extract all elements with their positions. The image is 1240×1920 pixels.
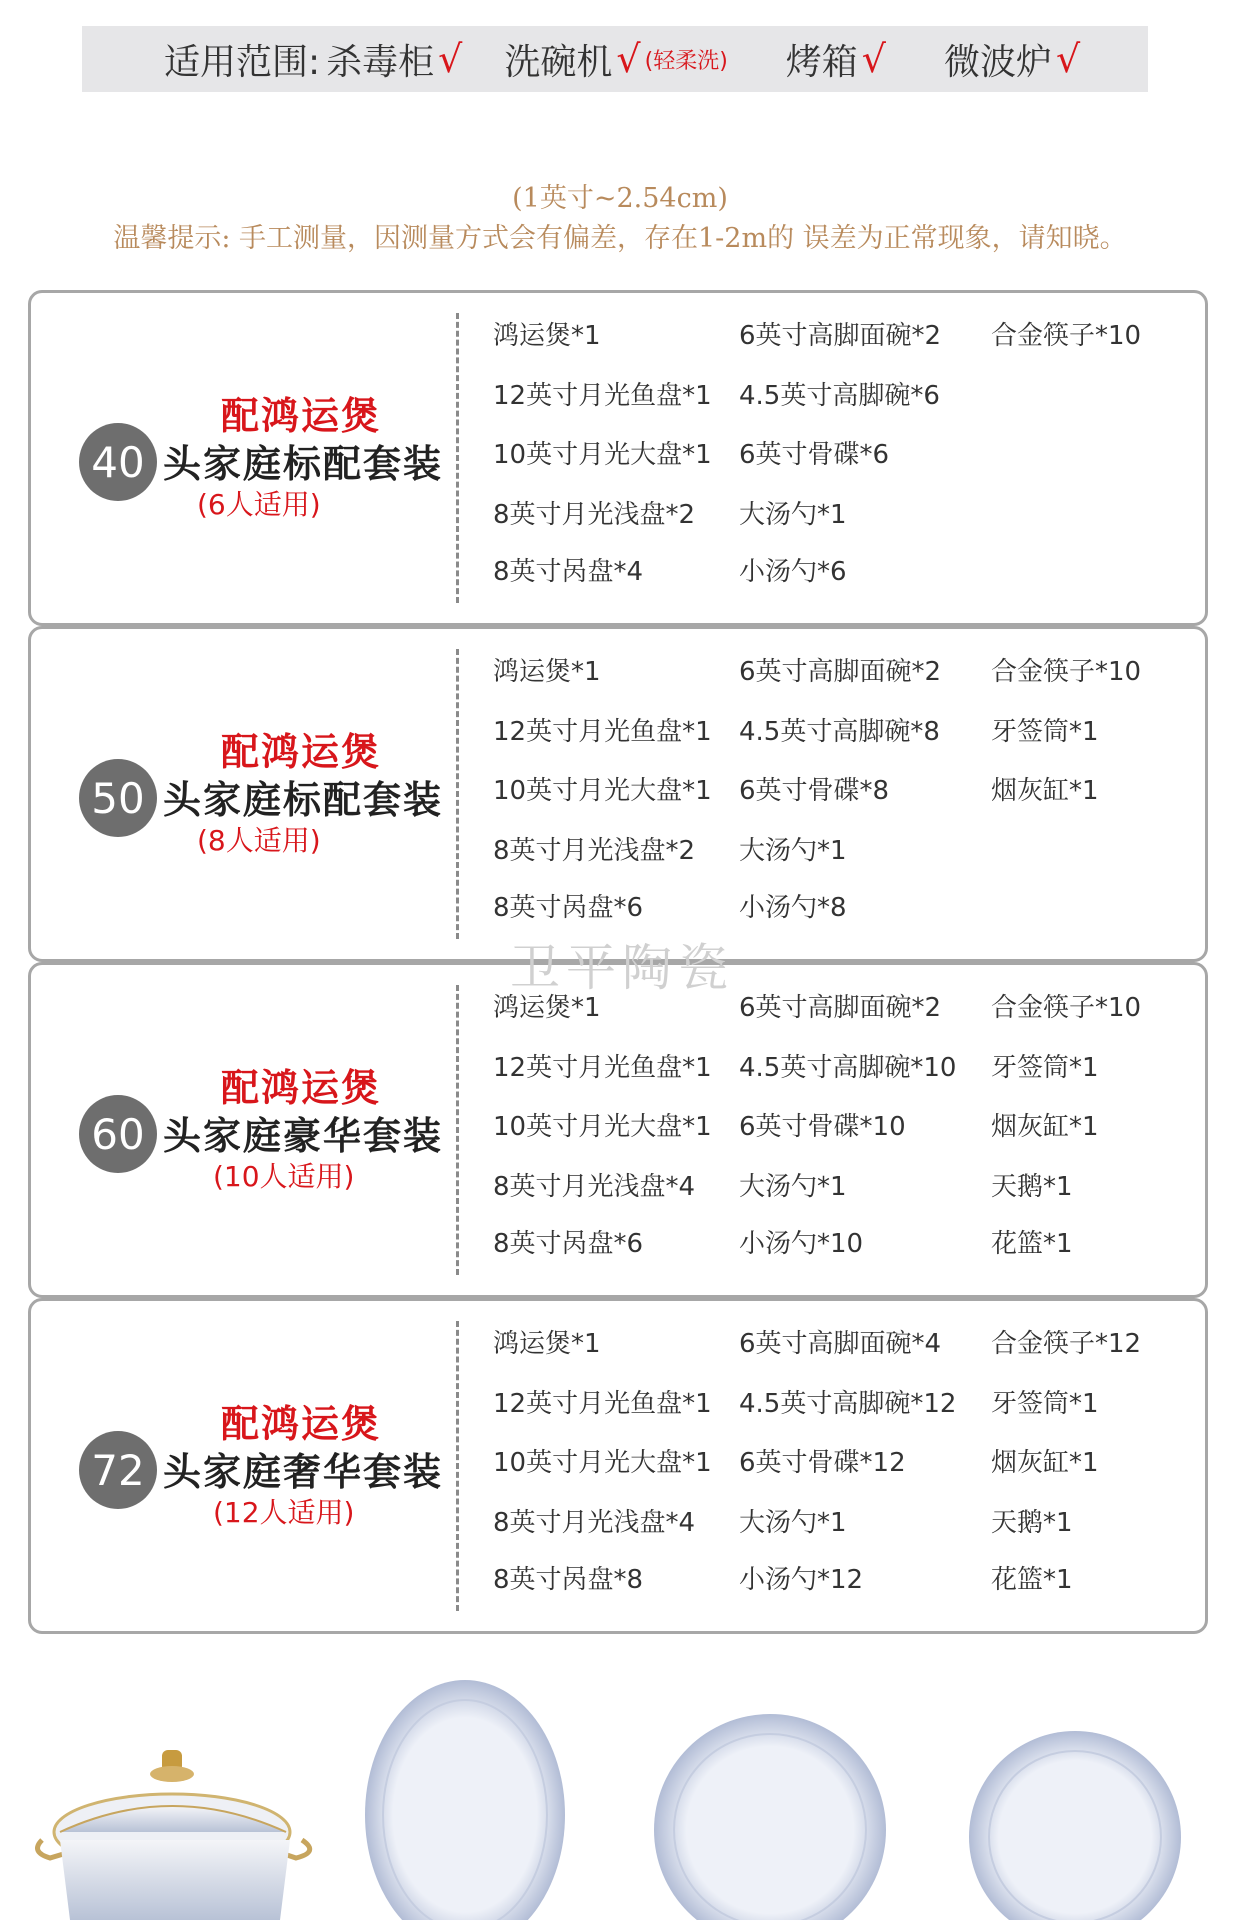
set-item: 鸿运煲*1: [493, 657, 601, 687]
set-item: 小汤勺*12: [739, 1565, 864, 1595]
set-people-count: (8人适用): [197, 824, 321, 857]
set-title-highlight: 配鸿运煲: [221, 730, 382, 774]
fish-plate-image: [360, 1675, 570, 1920]
set-item: 10英寸月光大盘*1: [493, 440, 712, 470]
check-icon: √: [861, 37, 887, 81]
set-item: 8英寸月光浅盘*2: [493, 500, 696, 530]
set-title-highlight: 配鸿运煲: [221, 1402, 382, 1446]
set-people-count: (10人适用): [213, 1160, 355, 1193]
set-item: 天鹅*1: [991, 1172, 1073, 1202]
set-title-highlight: 配鸿运煲: [221, 1066, 382, 1110]
set-item: 6英寸高脚面碗*2: [739, 657, 942, 687]
set-item: 8英寸呙盘*6: [493, 1229, 644, 1259]
set-people-count: (12人适用): [213, 1496, 355, 1529]
set-item: 鸿运煲*1: [493, 1329, 601, 1359]
set-item: 小汤勺*6: [739, 557, 847, 587]
set-box-40: [28, 290, 1208, 626]
check-icon: √: [438, 37, 463, 81]
set-item: 6英寸高脚面碗*2: [739, 993, 942, 1023]
set-box-50: [28, 626, 1208, 962]
set-item: 合金筷子*10: [991, 657, 1142, 687]
usage-item-text: 杀毒柜: [326, 41, 435, 83]
usage-item-dishwasher: [504, 34, 727, 85]
set-title: 头家庭标配套装: [163, 442, 444, 486]
dashed-divider: [456, 985, 459, 1275]
dashed-divider: [456, 649, 459, 939]
set-item: 大汤勺*1: [739, 500, 847, 530]
set-item: 8英寸月光浅盘*2: [493, 836, 696, 866]
set-item: 合金筷子*10: [991, 321, 1142, 351]
set-title-block: [31, 629, 461, 959]
tureen-image: [30, 1740, 320, 1920]
usage-item-text: 微波炉: [944, 41, 1053, 83]
usage-item-note: (轻柔洗): [644, 48, 728, 74]
usage-item-oven: [786, 34, 886, 85]
shallow-plate-image: [965, 1725, 1185, 1920]
usage-item-text: 烤箱: [785, 41, 858, 83]
set-item: 10英寸月光大盘*1: [493, 1112, 712, 1142]
set-item: 8英寸呙盘*6: [493, 893, 644, 923]
inch-note: (1英寸~2.54cm): [512, 183, 728, 214]
set-item: 烟灰缸*1: [991, 1448, 1099, 1478]
set-item: 天鹅*1: [991, 1508, 1073, 1538]
watermark: 卫平陶瓷: [510, 939, 734, 997]
set-count-badge: 60: [79, 1095, 157, 1173]
set-item: 8英寸月光浅盘*4: [493, 1172, 696, 1202]
set-box-72: [28, 1298, 1208, 1634]
set-item: 6英寸骨碟*8: [739, 776, 890, 806]
usage-label: [164, 34, 462, 85]
set-title-block: [31, 293, 461, 623]
set-item: 12英寸月光鱼盘*1: [493, 717, 712, 747]
set-item: 花篮*1: [991, 1565, 1073, 1595]
set-item: 6英寸高脚面碗*4: [739, 1329, 942, 1359]
dashed-divider: [456, 313, 459, 603]
set-item-list: [493, 1301, 1185, 1631]
set-item: 8英寸月光浅盘*4: [493, 1508, 696, 1538]
set-people-count: (6人适用): [197, 488, 321, 521]
set-item: 4.5英寸高脚碗*8: [739, 717, 940, 747]
set-item: 6英寸高脚面碗*2: [739, 321, 942, 351]
set-item: 大汤勺*1: [739, 1508, 847, 1538]
usage-item-microwave: [944, 34, 1080, 85]
set-item: 10英寸月光大盘*1: [493, 776, 712, 806]
set-item: 鸿运煲*1: [493, 993, 601, 1023]
set-item: 牙签筒*1: [991, 1053, 1099, 1083]
set-count-badge: 50: [79, 759, 157, 837]
set-item: 大汤勺*1: [739, 1172, 847, 1202]
measurement-tip: 温馨提示: 手工测量，因测量方式会有偏差，存在1-2m的 误差为正常现象，请知晓。: [113, 223, 1127, 254]
set-item: 4.5英寸高脚碗*10: [739, 1053, 957, 1083]
set-item: 牙签筒*1: [991, 717, 1099, 747]
set-item: 烟灰缸*1: [991, 1112, 1099, 1142]
set-item: 合金筷子*10: [991, 993, 1142, 1023]
dashed-divider: [456, 1321, 459, 1611]
set-item: 12英寸月光鱼盘*1: [493, 1389, 712, 1419]
set-item-list: [493, 629, 1185, 959]
set-item: 大汤勺*1: [739, 836, 847, 866]
set-item: 烟灰缸*1: [991, 776, 1099, 806]
set-box-60: [28, 962, 1208, 1298]
set-item: 小汤勺*10: [739, 1229, 864, 1259]
set-count-badge: 40: [79, 423, 157, 501]
set-item: 8英寸呙盘*8: [493, 1565, 644, 1595]
set-item: 牙签筒*1: [991, 1389, 1099, 1419]
set-item: 12英寸月光鱼盘*1: [493, 381, 712, 411]
set-item: 鸿运煲*1: [493, 321, 601, 351]
set-title-block: [31, 1301, 461, 1631]
set-title: 头家庭豪华套装: [163, 1114, 444, 1158]
large-plate-image: [650, 1710, 890, 1920]
set-item-list: [493, 965, 1185, 1295]
set-item: 4.5英寸高脚碗*12: [739, 1389, 957, 1419]
set-title-block: [31, 965, 461, 1295]
usage-label-text: 适用范围:: [164, 41, 321, 83]
set-item-list: [493, 293, 1185, 623]
set-item: 小汤勺*8: [739, 893, 847, 923]
set-item: 合金筷子*12: [991, 1329, 1142, 1359]
set-title: 头家庭标配套装: [163, 778, 444, 822]
check-icon: √: [1056, 37, 1081, 81]
set-item: 花篮*1: [991, 1229, 1073, 1259]
set-item: 6英寸骨碟*6: [739, 440, 890, 470]
usage-bar: [82, 26, 1148, 92]
set-title-highlight: 配鸿运煲: [221, 394, 382, 438]
set-item: 6英寸骨碟*10: [739, 1112, 906, 1142]
set-count-badge: 72: [79, 1431, 157, 1509]
set-item: 4.5英寸高脚碗*6: [739, 381, 940, 411]
check-icon: √: [616, 37, 641, 81]
usage-item-text: 洗碗机: [504, 41, 613, 83]
set-item: 8英寸呙盘*4: [493, 557, 644, 587]
set-item: 10英寸月光大盘*1: [493, 1448, 712, 1478]
set-title: 头家庭奢华套装: [163, 1450, 444, 1494]
set-item: 6英寸骨碟*12: [739, 1448, 906, 1478]
set-item: 12英寸月光鱼盘*1: [493, 1053, 712, 1083]
